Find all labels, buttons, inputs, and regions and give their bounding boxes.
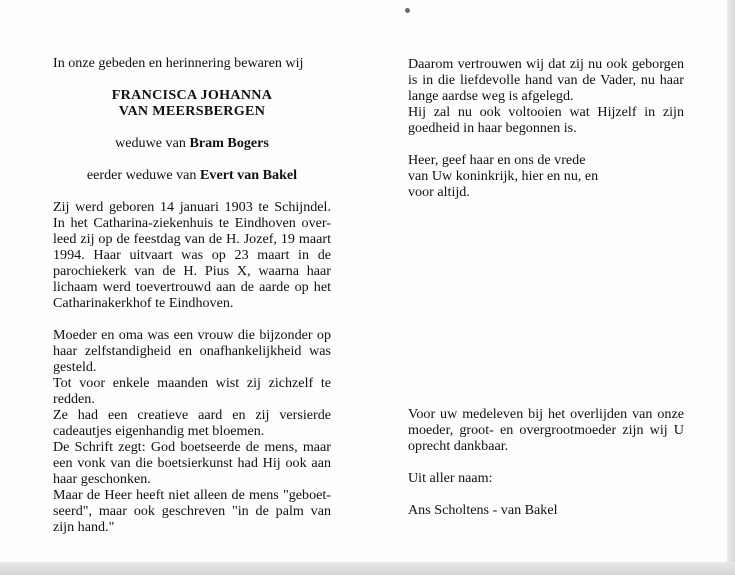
prayer-line: van Uw koninkrijk, hier en nu, en — [408, 168, 599, 184]
bio-line: In het Catharina-ziekenhuis te Eindhoven over- — [53, 215, 331, 231]
faith-line: Daarom vertrouwen wij dat zij nu ook geborgen — [408, 56, 684, 72]
name-line-2: VAN MEERSBERGEN — [118, 103, 266, 119]
character-line: gesteld. — [53, 359, 97, 375]
bio-line: Zij werd geboren 14 januari 1903 te Schijndel. — [53, 199, 331, 215]
earlier-widow-line — [53, 167, 331, 183]
character-line: Tot voor enkele maanden wist zij zichzelf te — [53, 375, 331, 391]
character-line: zijn hand." — [53, 519, 115, 535]
earlier-widow-name: Evert van Bakel — [200, 167, 298, 183]
right-column — [408, 56, 684, 518]
thanks-paragraph — [408, 406, 684, 454]
widow-name: Bram Bogers — [189, 135, 269, 151]
faith-line: is in die liefdevolle hand van de Vader, nu haar — [408, 72, 684, 88]
thanks-line: oprecht dankbaar. — [408, 438, 509, 454]
character-line: Moeder en oma was een vrouw die bijzonder op — [53, 327, 331, 343]
earlier-widow-prefix: eerder weduwe van — [86, 167, 197, 183]
character-line: haar zelfstandigheid en onafhankelijkheid was — [53, 343, 331, 359]
intro-line: In onze gebeden en herinnering bewaren wij — [53, 55, 304, 71]
thanks-line: moeder, groot- en overgrootmoeder zijn wij U — [408, 422, 684, 438]
prayer-line: Heer, geef haar en ons de vrede — [408, 152, 586, 168]
bio-line: lichaam werd toevertrouwd aan de aarde op het — [53, 279, 331, 295]
character-line: een vonk van die boetsierkunst had Hij ook aan — [53, 455, 331, 471]
character-line: De Schrift zegt: God boetseerde de mens, maar — [53, 439, 331, 455]
character-line: haar geschonken. — [53, 471, 151, 487]
card-edge-shadow-bottom — [0, 562, 735, 575]
faith-line: lange aardse weg is afgelegd. — [408, 88, 574, 104]
faith-paragraph — [408, 56, 684, 136]
character-line: seerd", maar ook geschreven "in de palm van — [53, 503, 331, 519]
bio-line: Catharinakerkhof te Eindhoven. — [53, 295, 234, 311]
punch-hole-dot — [405, 8, 410, 13]
card-edge-shadow-right — [727, 0, 735, 575]
name-line-1: FRANCISCA JOHANNA — [111, 87, 273, 103]
character-paragraph — [53, 327, 331, 535]
left-column — [53, 55, 331, 535]
character-line: cadeautjes eigenhandig met bloemen. — [53, 423, 265, 439]
closing-line: Uit aller naam: — [408, 470, 493, 486]
deceased-name — [53, 87, 331, 119]
thanks-line: Voor uw medeleven bij het overlijden van onze — [408, 406, 684, 422]
bio-line: 1994. Haar uitvaart was op 23 maart in de — [53, 247, 331, 263]
bio-line: leed zij op de feestdag van de H. Jozef, 19 maart — [53, 231, 331, 247]
character-line: redden. — [53, 391, 95, 407]
widow-line — [53, 135, 331, 151]
faith-line: Hij zal nu ook voltooien wat Hijzelf in zijn — [408, 104, 684, 120]
character-line: Maar de Heer heeft niet alleen de mens "geboet- — [53, 487, 331, 503]
signature-line: Ans Scholtens - van Bakel — [408, 502, 558, 518]
prayer-line: voor altijd. — [408, 184, 470, 200]
faith-line: goedheid in haar begonnen is. — [408, 120, 577, 136]
bio-line: parochiekerk van de H. Pius X, waarna haar — [53, 263, 331, 279]
biography-paragraph — [53, 199, 331, 311]
widow-prefix: weduwe van — [115, 135, 186, 151]
prayer-paragraph — [408, 152, 684, 200]
character-line: Ze had een creatieve aard en zij versierde — [53, 407, 331, 423]
